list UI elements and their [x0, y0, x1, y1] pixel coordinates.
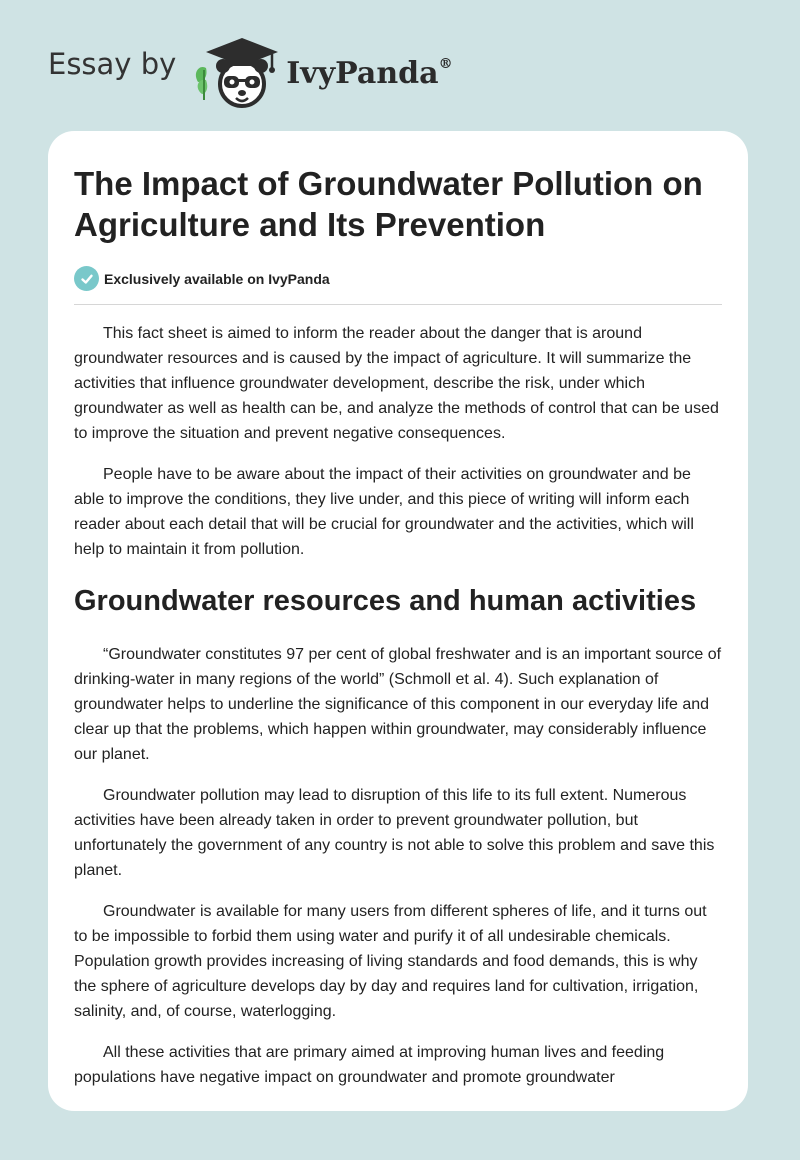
- registered-mark: ®: [438, 55, 453, 72]
- brand-text: IvyPanda: [286, 55, 439, 91]
- check-icon: [74, 266, 99, 291]
- section-heading: Groundwater resources and human activities: [74, 585, 697, 617]
- panda-graduate-icon: [192, 34, 282, 110]
- essay-by-label: Essay by: [48, 47, 177, 81]
- section-paragraph: All these activities that are primary aimed at improving human lives and feeding populations have negative impact on groundwater and promote groundwater: [74, 1044, 665, 1086]
- exclusive-label: Exclusively available on IvyPanda: [104, 270, 330, 287]
- section-paragraph: Groundwater pollution may lead to disruption of this life to its full extent. Numerous activities have been already taken in order to prevent groundwater pollution, but unfortunately the government of any country is not able to solve this problem and save this planet.: [74, 787, 715, 879]
- section-paragraph: “Groundwater constitutes 97 per cent of global freshwater and is an important source of drinking-water in many regions of the world” (Schmoll et al. 4). Such explanation of groundwater helps to underline the significance of this component in our everyday life and clear up that the problems, which happen within groundwater, may considerably influence our planet.: [74, 646, 722, 763]
- exclusive-badge-row: [74, 266, 722, 305]
- brand-name: [286, 56, 452, 91]
- section-paragraph: Groundwater is available for many users from different spheres of life, and it turns out to be impossible to forbid them using water and purify it of all undesirable chemicals. Population growth provides increasing of living standards and food demands, this is why the sphere of agriculture develops day by day and requires land for cultivation, irrigation, salinity, and, of course, waterlogging.: [74, 903, 707, 1020]
- intro-paragraph: This fact sheet is aimed to inform the reader about the danger that is around groundwater resources and is caused by the impact of agriculture. It will summarize the activities that influence groundwater development, describe the risk, under which groundwater as well as health can be, and analyze the methods of control that can be used to improve the situation and prevent negative consequences.: [74, 325, 719, 442]
- site-header: [48, 34, 453, 114]
- ivypanda-logo-link[interactable]: [192, 36, 452, 112]
- intro-paragraph: People have to be aware about the impact of their activities on groundwater and be able to improve the conditions, they live under, and this piece of writing will inform each reader about each detail that will be crucial for groundwater and the activities, which will help to maintain it from pollution.: [74, 466, 694, 558]
- essay-title: The Impact of Groundwater Pollution on Agriculture and Its Prevention: [74, 165, 703, 243]
- essay-card: [48, 131, 748, 1111]
